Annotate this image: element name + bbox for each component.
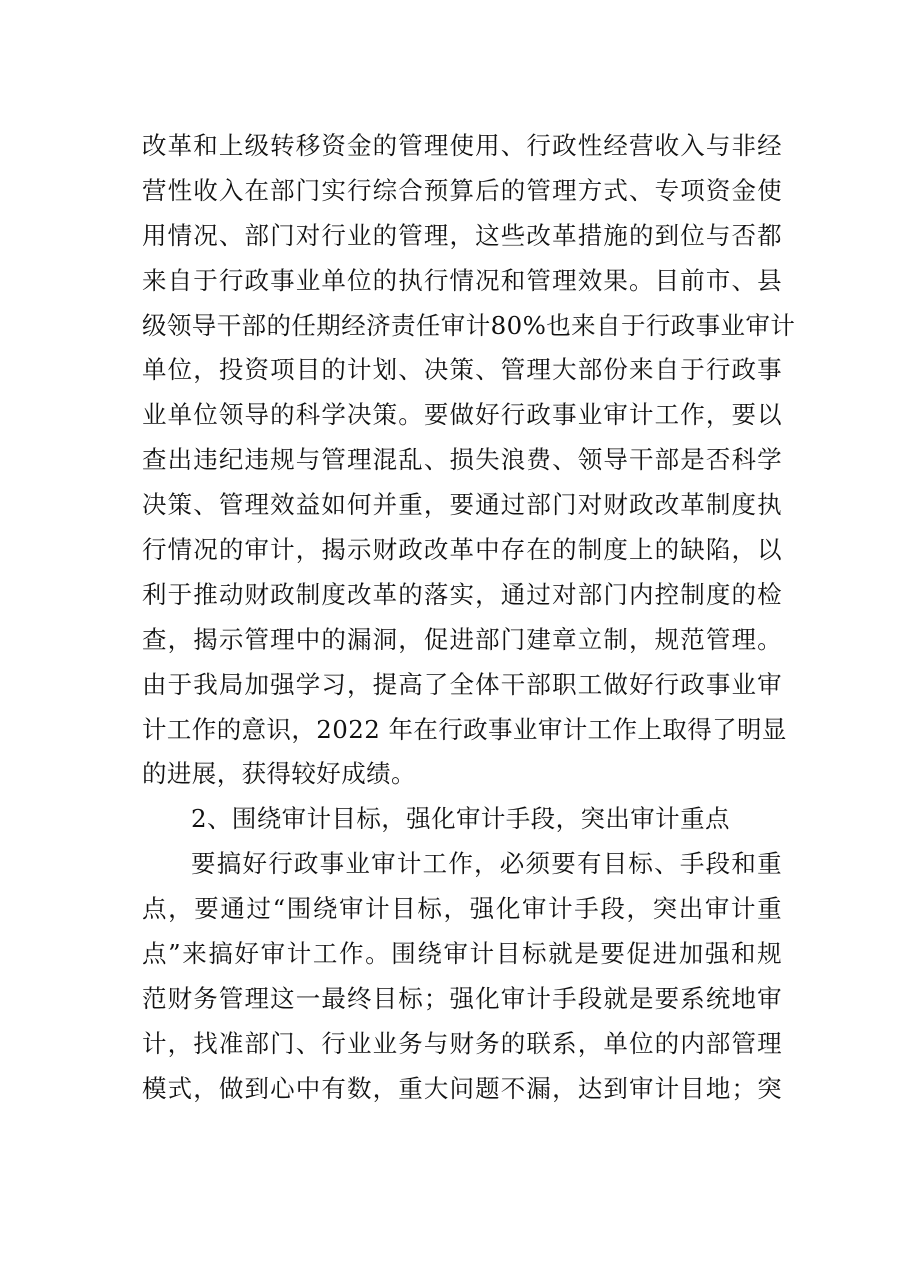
paragraph-line: 查出违纪违规与管理混乱、损失浪费、领导干部是否科学 xyxy=(142,445,782,475)
paragraph-line: 计工作的意识，2022 年在行政事业审计工作上取得了明显 xyxy=(142,714,787,744)
paragraph-line: 利于推动财政制度改革的落实，通过对部门内控制度的检 xyxy=(142,579,782,609)
paragraph-line: 业单位领导的科学决策。要做好行政事业审计工作，要以 xyxy=(142,400,782,430)
paragraph-line: 的进展，获得较好成绩。 xyxy=(142,759,416,789)
paragraph-line: 要搞好行政事业审计工作，必须要有目标、手段和重 xyxy=(191,849,782,879)
paragraph-line: 点，要通过“围绕审计目标，强化审计手段，突出审计重 xyxy=(142,894,782,924)
paragraph-line: 决策、管理效益如何并重，要通过部门对财政改革制度执 xyxy=(142,490,782,520)
paragraph-line: 点”来搞好审计工作。围绕审计目标就是要促进加强和规 xyxy=(142,939,782,969)
paragraph-line: 来自于行政事业单位的执行情况和管理效果。目前市、县 xyxy=(142,265,782,295)
paragraph-line: 级领导干部的任期经济责任审计80%也来自于行政事业审计 xyxy=(142,310,796,340)
paragraph-line: 由于我局加强学习，提高了全体干部职工做好行政事业审 xyxy=(142,669,782,699)
paragraph-line: 营性收入在部门实行综合预算后的管理方式、专项资金使 xyxy=(142,175,782,205)
paragraph-line: 模式，做到心中有数，重大问题不漏，达到审计目地；突 xyxy=(142,1073,782,1103)
paragraph-2 xyxy=(142,842,782,1111)
paragraph-line: 单位，投资项目的计划、决策、管理大部份来自于行政事 xyxy=(142,355,782,385)
section-heading: 2、围绕审计目标，强化审计手段，突出审计重点 xyxy=(191,804,730,834)
paragraph-line: 范财务管理这一最终目标；强化审计手段就是要系统地审 xyxy=(142,983,782,1013)
paragraph-line: 计，找准部门、行业业务与财务的联系，单位的内部管理 xyxy=(142,1028,782,1058)
paragraph-1 xyxy=(142,124,796,797)
paragraph-line: 用情况、部门对行业的管理，这些改革措施的到位与否都 xyxy=(142,220,782,250)
paragraph-line: 行情况的审计，揭示财政改革中存在的制度上的缺陷，以 xyxy=(142,535,782,565)
document-body xyxy=(142,124,796,1112)
paragraph-line: 查，揭示管理中的漏洞，促进部门建章立制，规范管理。 xyxy=(142,624,782,654)
paragraph-line: 改革和上级转移资金的管理使用、行政性经营收入与非经 xyxy=(142,131,782,160)
